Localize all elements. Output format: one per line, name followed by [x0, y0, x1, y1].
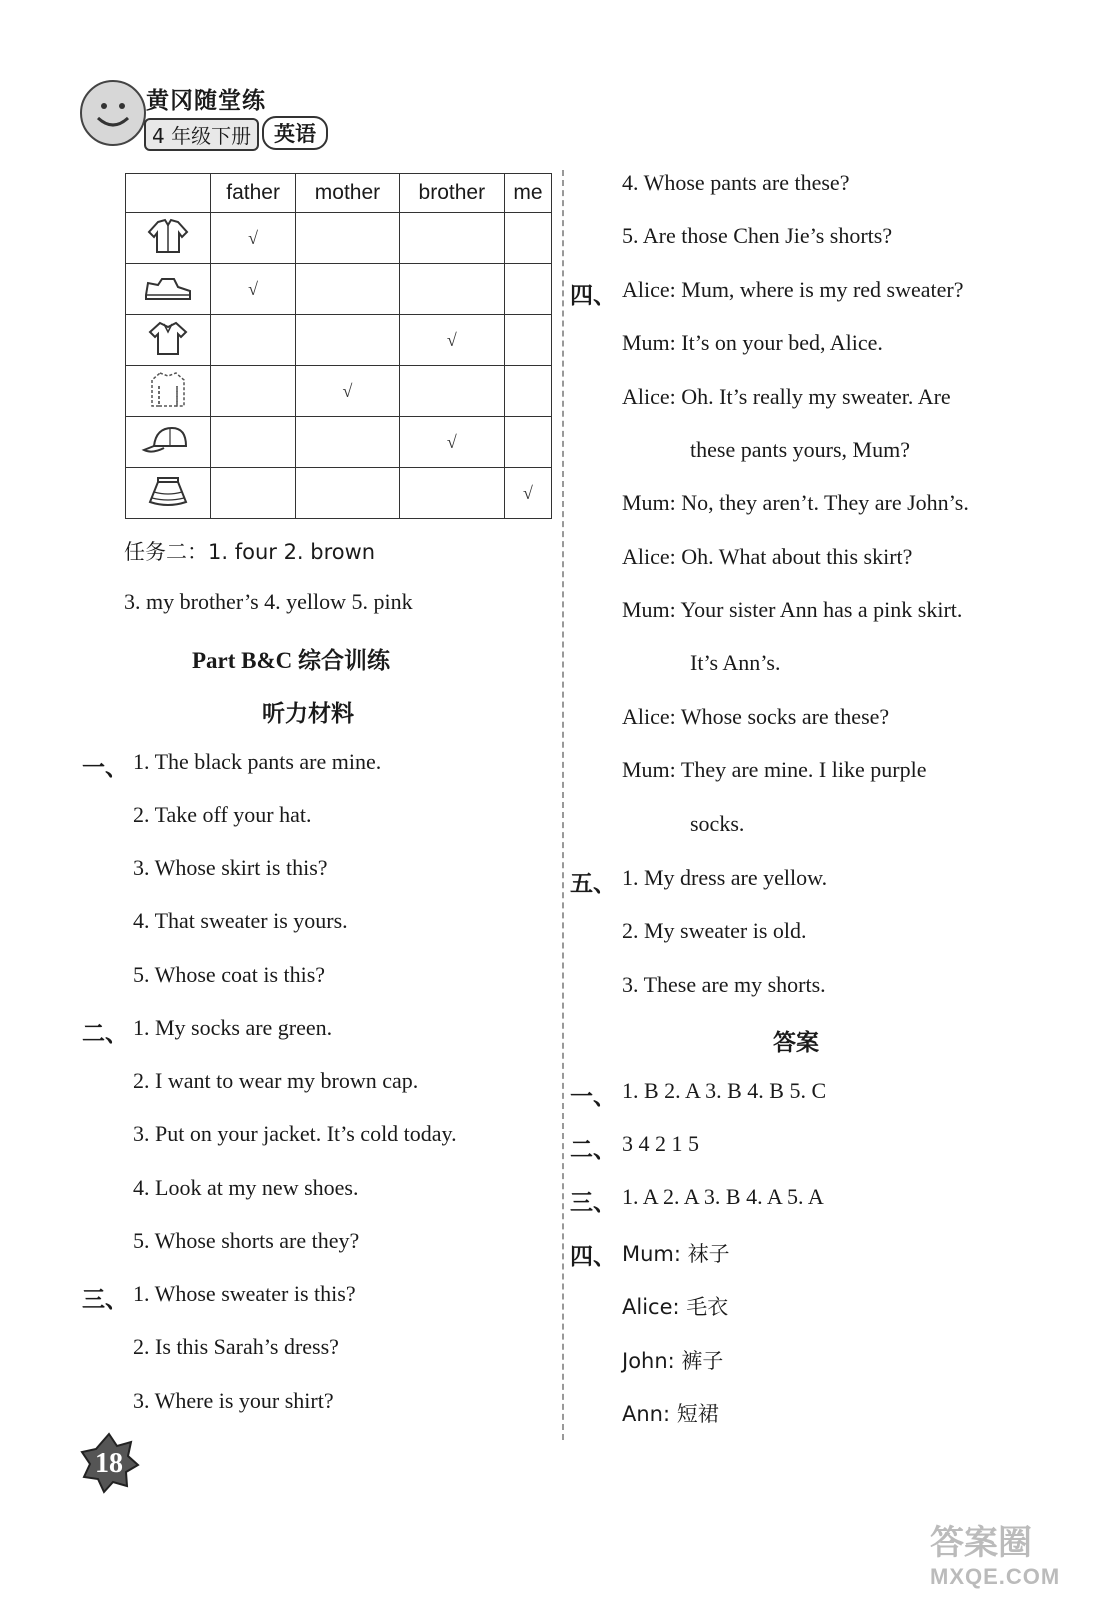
part-title: Part B&C 综合训练 — [192, 648, 391, 673]
answer-line: Ann: 短裙 — [622, 1402, 719, 1426]
answer-line: Mum: 袜子 — [622, 1242, 730, 1266]
task2-answers-line2: 3. my brother’s 4. yellow 5. pink — [124, 589, 413, 614]
table-cell — [504, 315, 551, 366]
table-cell: √ — [296, 366, 399, 417]
list-item: 3. These are my shorts. — [622, 972, 826, 997]
watermark-main: 答案圈 — [930, 1524, 1032, 1562]
table-cell: √ — [399, 417, 504, 468]
answers-title: 答案 — [773, 1030, 819, 1056]
table-row — [126, 366, 552, 417]
dialog-line: Alice: Mum, where is my red sweater? — [622, 277, 964, 302]
table-cell — [504, 366, 551, 417]
section-label-3: 三、 — [82, 1287, 128, 1313]
dialog-line: Mum: No, they aren’t. They are John’s. — [622, 490, 969, 515]
table-cell — [211, 468, 296, 519]
column-header: father — [211, 174, 296, 213]
list-item: 1. My dress are yellow. — [622, 865, 828, 890]
table-cell — [211, 417, 296, 468]
dialog-line: Mum: They are mine. I like purple — [622, 757, 927, 782]
list-item: 5. Whose coat is this? — [133, 962, 326, 987]
table-cell — [296, 468, 399, 519]
table-cell — [399, 264, 504, 315]
dialog-line: Alice: Oh. It’s really my sweater. Are — [622, 384, 951, 409]
dialog-line: Mum: Your sister Ann has a pink skirt. — [622, 597, 963, 622]
table-header-row — [126, 174, 552, 213]
table-cell — [504, 417, 551, 468]
column-divider — [562, 170, 564, 1440]
section-label-1: 一、 — [82, 755, 128, 781]
task2-answers-line1: 任务二：1. four 2. brown — [124, 540, 376, 564]
table-row — [126, 315, 552, 366]
list-item: 2. I want to wear my brown cap. — [133, 1068, 419, 1093]
book-logo — [80, 80, 360, 160]
dialog-line: these pants yours, Mum? — [690, 437, 910, 462]
answer-label-1: 一、 — [570, 1084, 616, 1110]
page-number: 18 — [95, 1448, 123, 1479]
table-cell — [399, 468, 504, 519]
table-cell: √ — [399, 315, 504, 366]
table-cell — [399, 366, 504, 417]
answer-label-3: 三、 — [570, 1190, 616, 1216]
list-item: 3. Whose skirt is this? — [133, 855, 328, 880]
list-item: 4. That sweater is yours. — [133, 908, 348, 933]
list-item: 2. Is this Sarah’s dress? — [133, 1334, 339, 1359]
answer-line: John: 裤子 — [622, 1349, 724, 1373]
shirt-icon — [126, 315, 211, 366]
table-cell: √ — [211, 264, 296, 315]
list-item: 3. Where is your shirt? — [133, 1388, 334, 1413]
table-row — [126, 417, 552, 468]
answer-label-4: 四、 — [570, 1244, 616, 1270]
list-item: 4. Whose pants are these? — [622, 170, 850, 195]
table-cell: √ — [504, 468, 551, 519]
table-row — [126, 213, 552, 264]
skirt-icon — [126, 468, 211, 519]
section-label-2: 二、 — [82, 1021, 128, 1047]
list-item: 3. Put on your jacket. It’s cold today. — [133, 1121, 457, 1146]
table-cell — [296, 213, 399, 264]
table-cell — [296, 315, 399, 366]
column-header: mother — [296, 174, 399, 213]
shoes-icon — [126, 264, 211, 315]
list-item: 5. Are those Chen Jie’s shorts? — [622, 223, 893, 248]
answer-line: 3 4 2 1 5 — [622, 1131, 699, 1156]
cap-icon — [126, 417, 211, 468]
watermark — [930, 1515, 1060, 1590]
subject-badge: 英语 — [262, 116, 328, 150]
list-item: 2. Take off your hat. — [133, 802, 312, 827]
dialog-line: Alice: Oh. What about this skirt? — [622, 544, 913, 569]
table-cell — [399, 213, 504, 264]
table-row — [126, 264, 552, 315]
list-item: 5. Whose shorts are they? — [133, 1228, 360, 1253]
section-label-5: 五、 — [570, 871, 616, 897]
list-item: 4. Look at my new shoes. — [133, 1175, 359, 1200]
column-header: me — [504, 174, 551, 213]
sweater-icon — [126, 366, 211, 417]
page-number-badge — [78, 1432, 140, 1494]
watermark-sub: MXQE.COM — [930, 1564, 1061, 1589]
list-item: 1. My socks are green. — [133, 1015, 333, 1040]
list-item: 1. The black pants are mine. — [133, 749, 382, 774]
dialog-line: socks. — [690, 811, 745, 836]
table-cell — [211, 366, 296, 417]
dialog-line: Alice: Whose socks are these? — [622, 704, 890, 729]
clothes-table — [125, 173, 552, 519]
smiley-icon — [80, 80, 146, 146]
table-cell: √ — [211, 213, 296, 264]
list-item: 2. My sweater is old. — [622, 918, 807, 943]
section-label-4: 四、 — [570, 283, 616, 309]
listening-title: 听力材料 — [262, 701, 354, 727]
table-cell — [504, 264, 551, 315]
dialog-line: It’s Ann’s. — [690, 650, 781, 675]
list-item: 1. Whose sweater is this? — [133, 1281, 356, 1306]
column-header: brother — [399, 174, 504, 213]
grade-badge: 4 年级下册 — [144, 118, 259, 151]
answer-line: 1. A 2. A 3. B 4. A 5. A — [622, 1184, 824, 1209]
jacket-icon — [126, 213, 211, 264]
table-cell — [296, 264, 399, 315]
table-cell — [296, 417, 399, 468]
table-cell — [211, 315, 296, 366]
table-row — [126, 468, 552, 519]
table-cell — [504, 213, 551, 264]
corner-cell — [126, 174, 211, 213]
dialog-line: Mum: It’s on your bed, Alice. — [622, 330, 883, 355]
book-title: 黄冈随堂练 — [146, 88, 266, 114]
answer-label-2: 二、 — [570, 1137, 616, 1163]
answer-line: Alice: 毛衣 — [622, 1295, 729, 1319]
answer-line: 1. B 2. A 3. B 4. B 5. C — [622, 1078, 827, 1103]
